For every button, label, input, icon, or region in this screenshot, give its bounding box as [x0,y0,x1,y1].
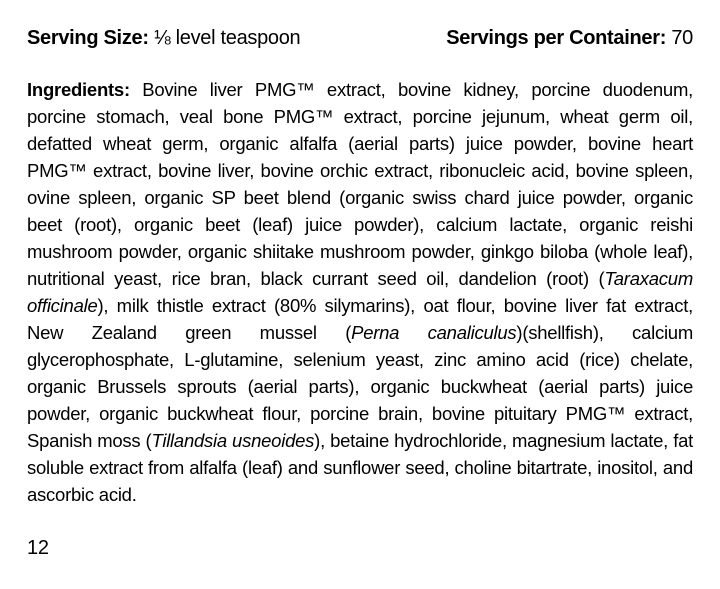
ingredients-text: Bovine liver PMG™ extract, bovine kidney, porcine duodenum, porcine stomach, veal bone PMG™ extract, porcine jejunum, wheat germ oil, defatted wheat germ, organic alfalfa (aerial parts) juice powder, bovine heart PMG™ extract, bovine liver, bovine orchic extract, ribonucleic acid, bovine spleen, ovine spleen, organic SP beet blend (organic swiss chard juice powder, organic beet (root), organic beet (leaf) juice powder), calcium lactate, organic reishi mushroom powder, organic shiitake mushroom powder, ginkgo biloba (whole leaf), nutritional yeast, rice bran, black currant seed oil, dandelion (root) (Taraxacum officinale), milk thistle extract (80% silymarins), oat flour, bovine liver fat extract, New Zealand green mussel (Perna canaliculus)(shellfish), calcium glycerophosphate, L-glutamine, selenium yeast, zinc amino acid (rice) chelate, organic Brussels sprouts (aerial parts), organic buckwheat (aerial parts) juice powder, organic buckwheat flour, porcine brain, bovine pituitary PMG™ extract, Spanish moss (Tillandsia usneoides), betaine hydrochloride, magnesium lactate, fat soluble extract from alfalfa (leaf) and sunflower seed, choline bitartrate, inositol, and ascorbic acid. [27,79,694,505]
ingredients-paragraph [27,76,693,508]
serving-size-value: ⅛ level teaspoon [148,27,301,49]
servings-per-container [446,27,693,50]
servings-per-container-value: 70 [666,27,693,49]
servings-per-container-label: Servings per Container: [446,27,667,49]
serving-info-row [27,27,693,50]
page-number: 12 [27,537,49,559]
serving-size [27,27,300,50]
serving-size-label: Serving Size: [27,27,149,49]
ingredients-label: Ingredients: [27,79,143,100]
